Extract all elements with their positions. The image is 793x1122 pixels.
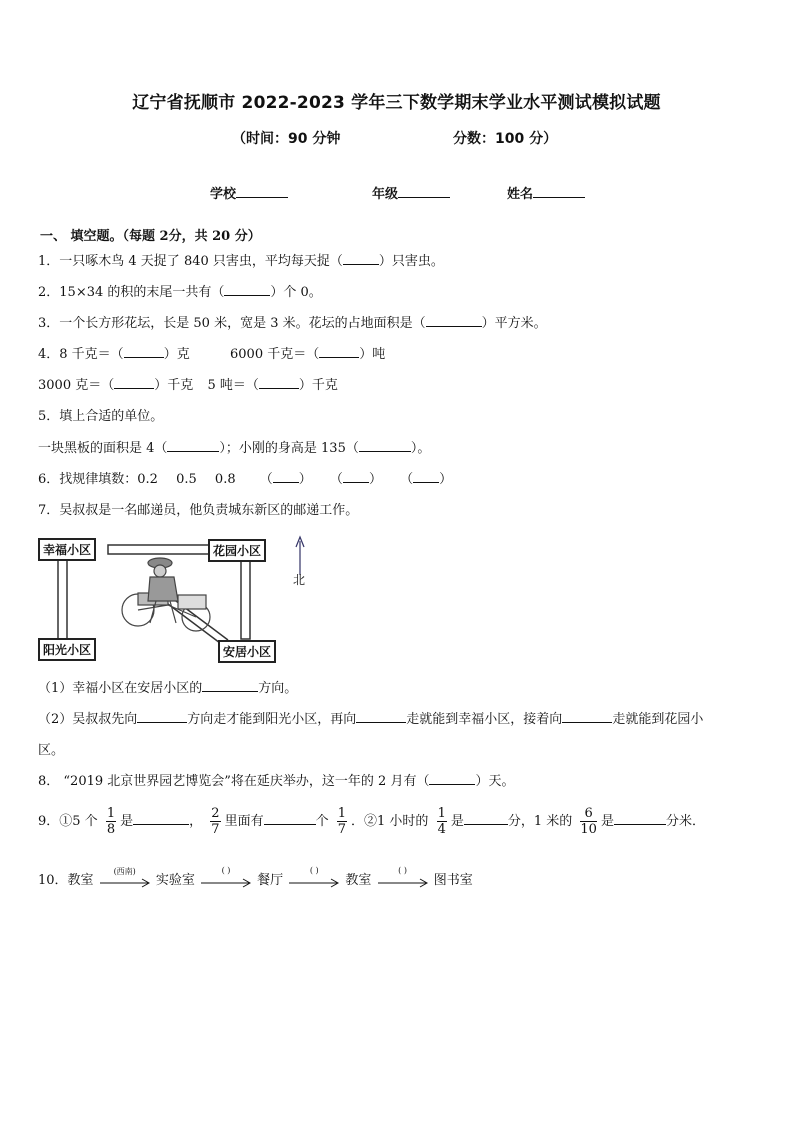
arrow-blank[interactable]: ( ) bbox=[221, 865, 231, 875]
q9-blank-4[interactable] bbox=[614, 813, 666, 825]
q6-paren-close: ） bbox=[298, 472, 312, 487]
postman-bike-illustration bbox=[122, 558, 210, 631]
arrow-blank[interactable]: ( ) bbox=[309, 865, 319, 875]
community-map bbox=[38, 535, 318, 665]
grade-field bbox=[372, 183, 450, 202]
q9-text-j: 分米． bbox=[665, 814, 705, 829]
q4-text-f: ）千克 bbox=[154, 378, 194, 393]
question-7-2-end: 区。 bbox=[38, 743, 65, 758]
q4-text-c: 6000 千克＝（ bbox=[230, 347, 320, 362]
q9-text-c: ， bbox=[189, 814, 203, 829]
fraction-1-4 bbox=[437, 806, 447, 837]
q3-text: 3．一个长方形花坛，长是 50 米，宽是 3 米。花坛的占地面积是（ bbox=[38, 316, 426, 331]
name-field bbox=[507, 183, 585, 202]
question-7: 7．吴叔叔是一名邮递员，他负责城东新区的邮递工作。 bbox=[38, 503, 359, 518]
school-blank[interactable] bbox=[236, 185, 288, 198]
q7-2-blank-2[interactable] bbox=[356, 711, 406, 723]
fraction-denominator: 7 bbox=[337, 822, 347, 837]
q6-paren-open: （ bbox=[400, 472, 414, 487]
fraction-6-10 bbox=[580, 806, 597, 837]
q10-text-b: 实验室 bbox=[155, 873, 195, 888]
q8-text-end: ）天。 bbox=[475, 774, 515, 789]
q2-text: 2．15×34 的积的末尾一共有（ bbox=[38, 285, 225, 300]
fraction-numerator: 1 bbox=[437, 806, 446, 821]
q4-blank-3[interactable] bbox=[114, 377, 154, 389]
huayuan-community-box: 花园小区 bbox=[208, 539, 266, 562]
right-arrow-icon[interactable] bbox=[289, 865, 339, 888]
q3-text-end: ）平方米。 bbox=[481, 316, 547, 331]
question-6 bbox=[38, 468, 452, 487]
arrow-blank[interactable]: ( ) bbox=[398, 865, 407, 875]
q4-text-g: 5 吨＝（ bbox=[207, 378, 259, 393]
page-title: 辽宁省抚顺市 2022-2023 学年三下数学期末学业水平测试模拟试题 bbox=[132, 93, 661, 113]
q9-text-d: 里面有 bbox=[224, 814, 264, 829]
q4-text-e: 3000 克＝（ bbox=[38, 378, 115, 393]
grade-blank[interactable] bbox=[398, 185, 450, 198]
q9-text-h: 分，1 米的 bbox=[507, 814, 573, 829]
fraction-denominator: 4 bbox=[437, 822, 446, 837]
school-label: 学校 bbox=[210, 187, 237, 202]
q9-text-g: 是 bbox=[450, 814, 464, 829]
q6-paren-close: ） bbox=[439, 472, 453, 487]
q1-text: 1．一只啄木鸟 4 天捉了 840 只害虫，平均每天捉（ bbox=[38, 254, 343, 269]
q4-text-h: ）千克 bbox=[298, 378, 338, 393]
q6-paren-open: （ bbox=[329, 472, 343, 487]
fraction-1-8 bbox=[106, 806, 116, 837]
q6-blank-3[interactable] bbox=[413, 471, 439, 483]
q6-blank-1[interactable] bbox=[273, 471, 299, 483]
grade-label: 年级 bbox=[372, 187, 399, 202]
q6-value-3: 0.8 bbox=[214, 472, 236, 487]
q4-text-d: ）吨 bbox=[359, 347, 386, 362]
fraction-denominator: 10 bbox=[580, 822, 597, 837]
q6-paren-open: （ bbox=[259, 472, 273, 487]
q9-blank-3[interactable] bbox=[464, 813, 508, 825]
q4-blank-1[interactable] bbox=[124, 346, 164, 358]
q5-text-a: 一块黑板的面积是 4（ bbox=[38, 441, 168, 456]
q7-2-text-c: 走就能到幸福小区，接着向 bbox=[406, 712, 563, 727]
question-10 bbox=[38, 865, 473, 888]
north-label: 北 bbox=[293, 573, 306, 587]
q9-text-b: 是 bbox=[120, 814, 134, 829]
q10-text-e: 图书室 bbox=[433, 873, 473, 888]
q9-text-a: 9．①5 个 bbox=[38, 814, 98, 829]
q7-1-blank[interactable] bbox=[202, 680, 258, 692]
q7-2-text-b: 方向走才能到阳光小区，再向 bbox=[187, 712, 357, 727]
fraction-2-7 bbox=[210, 806, 220, 837]
arrow-label: (西南) bbox=[113, 866, 136, 876]
q10-text-a: 10．教室 bbox=[38, 873, 94, 888]
q1-blank[interactable] bbox=[343, 253, 379, 265]
question-9 bbox=[38, 806, 705, 837]
time-limit: （时间：90 分钟 bbox=[232, 131, 341, 147]
fraction-denominator: 8 bbox=[106, 822, 116, 837]
fraction-numerator: 1 bbox=[337, 806, 347, 821]
right-arrow-icon[interactable] bbox=[378, 865, 428, 888]
question-2 bbox=[38, 281, 322, 300]
q9-text-e: 个 bbox=[315, 814, 329, 829]
q9-text-f: ．②1 小时的 bbox=[351, 814, 429, 829]
q3-blank[interactable] bbox=[426, 315, 482, 327]
name-blank[interactable] bbox=[533, 185, 585, 198]
fraction-denominator: 7 bbox=[211, 822, 220, 837]
q8-text: 8． “2019 北京世界园艺博览会”将在延庆举办，这一年的 2 月有（ bbox=[38, 774, 430, 789]
q5-text-b: ）；小刚的身高是 135（ bbox=[219, 441, 359, 456]
section-heading: 一、 填空题。（每题 2分，共 20 分） bbox=[40, 229, 261, 244]
fraction-numerator: 6 bbox=[580, 806, 597, 822]
q9-text-i: 是 bbox=[600, 814, 614, 829]
school-field bbox=[210, 183, 288, 202]
q2-text-end: ）个 0。 bbox=[270, 285, 322, 300]
question-3 bbox=[38, 312, 547, 331]
q7-2-text-d: 走就能到花园小 bbox=[612, 712, 704, 727]
total-score: 分数：100 分） bbox=[453, 131, 558, 147]
question-7-2 bbox=[38, 708, 703, 727]
q7-2-blank-3[interactable] bbox=[562, 711, 612, 723]
q5-blank-1[interactable] bbox=[167, 440, 219, 452]
q7-2-blank-1[interactable] bbox=[137, 711, 187, 723]
question-4-part2 bbox=[230, 343, 385, 362]
right-arrow-icon bbox=[100, 866, 150, 888]
name-label: 姓名 bbox=[507, 187, 534, 202]
xingfu-community-box: 幸福小区 bbox=[38, 538, 96, 561]
q5-text-c: ）。 bbox=[410, 441, 431, 456]
q6-paren-close: ） bbox=[368, 472, 382, 487]
q10-text-d: 教室 bbox=[345, 873, 372, 888]
question-8 bbox=[38, 770, 514, 789]
question-7-1 bbox=[38, 677, 297, 696]
q7-2-text-a: （2）吴叔叔先向 bbox=[38, 712, 138, 727]
question-5: 5．填上合适的单位。 bbox=[38, 409, 164, 424]
anju-community-box: 安居小区 bbox=[218, 640, 276, 663]
q7-1-text: （1）幸福小区在安居小区的 bbox=[38, 681, 203, 696]
q4-blank-4[interactable] bbox=[259, 377, 299, 389]
q7-1-text-end: 方向。 bbox=[258, 681, 298, 696]
fraction-numerator: 2 bbox=[211, 806, 220, 821]
question-4 bbox=[38, 343, 190, 362]
q6-value-2: 0.5 bbox=[176, 472, 197, 487]
q10-text-c: 餐厅 bbox=[257, 873, 284, 888]
q4-blank-2[interactable] bbox=[319, 346, 359, 358]
q9-blank-2[interactable] bbox=[264, 813, 316, 825]
q5-blank-2[interactable] bbox=[359, 440, 411, 452]
question-4-line2 bbox=[38, 374, 338, 393]
right-arrow-icon[interactable] bbox=[201, 865, 251, 888]
q2-blank[interactable] bbox=[224, 284, 270, 296]
q8-blank[interactable] bbox=[429, 773, 475, 785]
question-1 bbox=[38, 250, 444, 269]
q9-blank-1[interactable] bbox=[133, 813, 189, 825]
q6-text: 6．找规律填数：0.2 bbox=[38, 472, 158, 487]
yangguang-community-box: 阳光小区 bbox=[38, 638, 96, 661]
fraction-numerator: 1 bbox=[106, 806, 116, 821]
q4-text-b: ）克 bbox=[163, 347, 190, 362]
question-5-line bbox=[38, 437, 430, 456]
fraction-1-7 bbox=[337, 806, 347, 837]
q1-text-end: ）只害虫。 bbox=[378, 254, 444, 269]
q6-blank-2[interactable] bbox=[343, 471, 369, 483]
q4-text-a: 4．8 千克＝（ bbox=[38, 347, 124, 362]
